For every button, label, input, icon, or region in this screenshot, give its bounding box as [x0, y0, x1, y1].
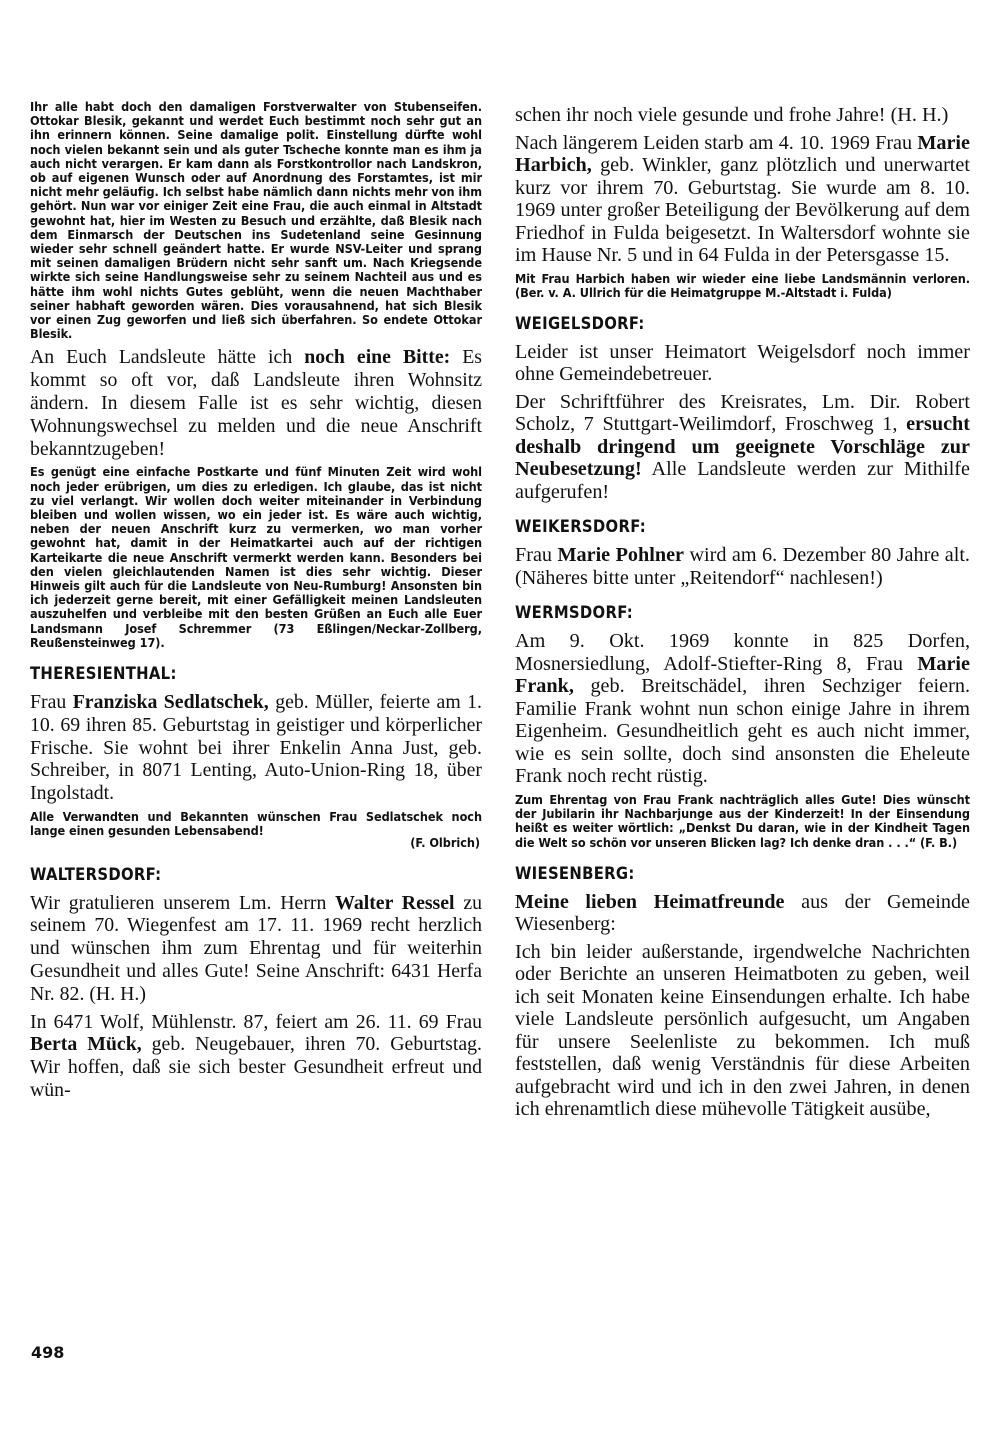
paragraph-weigelsdorf-1: Leider ist unser Heimatort Weigelsdorf noch immer ohne Gemeindebetreuer.	[515, 340, 970, 386]
paragraph-pohlner: Frau Marie Pohlner wird am 6. Dezember 80 Jahre alt. (Näheres bitte unter „Reitendorf“ nachlesen!)	[515, 544, 970, 589]
paragraph-frank-wishes: Zum Ehrentag von Frau Frank nachträglich alles Gute! Dies wünscht der Jubilarin ihr Nachbarjunge aus der Kinderzeit! In der Einsendung heißt es weiter wörtlich: „Denkst Du daran, wie in der Kindheit Tagen die Welt so schön vor unseren Blicken lag? Ich denke dran . . .“ (F. B.)	[515, 791, 970, 850]
paragraph-weigelsdorf-2: Der Schriftführer des Kreisrates, Lm. Dir. Robert Scholz, 7 Stuttgart-Weilimdorf, Froschweg 1, ersucht deshalb dringend um geeignete Vorschläge zur Neubesetzung! Alle Landsleute werden zur Mithilfe aufgerufen!	[515, 390, 970, 503]
paragraph-sedlatschek: Frau Franziska Sedlatschek, geb. Müller, feierte am 1. 10. 69 ihren 85. Geburtstag in geistiger und körperlicher Frische. Sie wohnt bei ihrer Enkelin Anna Just, geb. Schreiber, in 8071 Lenting, Auto-Union-Ring 18, über Ingolstadt.	[30, 691, 482, 805]
paragraph-sedlatschek-wishes: Alle Verwandten und Bekannten wünschen Frau Sedlatschek noch lange einen gesunden Lebensabend!	[30, 809, 482, 839]
paragraph-mueck: In 6471 Wolf, Mühlenstr. 87, feiert am 26. 11. 69 Frau Berta Mück, geb. Neugebauer, ihren 70. Geburtstag. Wir hoffen, daß sie sich bester Gesundheit erfreut und wün-	[30, 1010, 482, 1102]
paragraph-frank: Am 9. Okt. 1969 konnte in 825 Dorfen, Mosnersiedlung, Adolf-Stiefter-Ring 8, Frau Marie Frank, geb. Breitschädel, ihren Sechziger feiern. Familie Frank wohnt nun schon einige Jahre in ihrem Eigenheim. Gesundheitlich geht es auch nicht immer, wie es sein sollte, doch sind ansonsten die Eheleute Frank noch recht rüstig.	[515, 630, 970, 788]
page-number: 498	[31, 1343, 65, 1362]
heading-wiesenberg: WIESENBERG:	[515, 863, 635, 883]
right-column	[515, 104, 970, 1126]
heading-weikersdorf: WEIKERSDORF:	[515, 517, 646, 537]
heading-theresienthal: THERESIENTHAL:	[30, 664, 177, 684]
paragraph-ressel: Wir gratulieren unserem Lm. Herrn Walter Ressel zu seinem 70. Wiegenfest am 17. 11. 1969 recht herzlich und wünschen ihm zum Ehrentag und für weiterhin Gesundheit und alles Gute! Seine Anschrift: 6431 Herfa Nr. 82. (H. H.)	[30, 891, 482, 1005]
paragraph-request: An Euch Landsleute hätte ich noch eine Bitte: Es kommt so oft vor, daß Landsleute ihren Wohnsitz ändern. In diesem Falle ist es sehr wichtig, diesen Wohnungswechsel zu melden und die neue Anschrift bekanntzugeben!	[30, 346, 482, 460]
heading-weigelsdorf: WEIGELSDORF:	[515, 313, 645, 333]
paragraph-blesik: Ihr alle habt doch den damaligen Forstverwalter von Stubenseifen. Ottokar Blesik, gekannt und werdet Euch bestimmt noch sehr gut an ihn erinnern können. Seine damalige polit. Einstellung dürfte wohl noch vielen bekannt sein und als guter Tscheche konnte man es ihm ja auch nicht verargen. Er kam dann als Forstkontrollor nach Landskron, ob auf eigenen Wunsch oder auf Anordnung des Forstamtes, ist mir nicht mehr geläufig. Ich selbst habe nämlich dann nichts mehr von ihm gehört. Nun war vor einiger Zeit eine Frau, die auch einmal in Altstadt gewohnt hat, hier im Westen zu Besuch und erzählte, daß Blesik nach dem Einmarsch der Deutschen ins Sudetenland seine Gesinnung wieder sehr schnell geändert hatte. Er wurde NSV-Leiter und sprang mit seinen damaligen Brüdern nicht sehr sanft um. Nach Kriegsende wirkte sich seine Handlungsweise sehr zu seinem Nachteil aus und es hätte ihm wohl nichts Gutes geblüht, wenn die neuen Machthaber seiner habhaft geworden wären. Dies vorausahnend, hat sich Blesik vor einen Zug geworfen und ließ sich überfahren. So endete Ottokar Blesik.	[30, 99, 482, 342]
paragraph-continuation: schen ihr noch viele gesunde und frohe Jahre! (H. H.)	[515, 104, 949, 126]
paragraph-harbich: Nach längerem Leiden starb am 4. 10. 1969 Frau Marie Harbich, geb. Winkler, ganz plötzlich und unerwartet kurz vor ihrem 70. Geburtstag. Sie wurde am 8. 10. 1969 unter großer Beteiligung der Bevölkerung auf dem Friedhof in Fulda beigesetzt. In Waltersdorf wohnte sie im Hause Nr. 5 und in 64 Fulda in der Petersgasse 15.	[515, 131, 970, 266]
left-column	[30, 100, 482, 1107]
paragraph-wiesenberg: Ich bin leider außerstande, irgendwelche Nachrichten oder Berichte an unseren Heimatboten zu geben, weil ich seit Monaten keine Einsendungen erhalte. Ich habe viele Landsleute persönlich aufgesucht, um Angaben für unsere Seelenliste zu bekommen. Ich muß feststellen, daß wenig Verständnis für diese Arbeiten aufgebracht wird und ich in den zwei Jahren, in denen ich ehrenamtlich diese mühevolle Tätigkeit ausübe,	[515, 940, 970, 1121]
paragraph-postcard: Es genügt eine einfache Postkarte und fünf Minuten Zeit wird wohl noch jeder erübrigen, um dies zu erledigen. Ich glaube, das ist nicht zu viel verlangt. Wir wollen doch weiter miteinander in Verbindung bleiben und wollen wissen, wo ein jeder ist. Es wäre auch wichtig, neben der neuen Anschrift kurz zu vermerken, wo man vorher gewohnt hat, damit in der Heimatkartei auch auf der richtigen Karteikarte die neue Anschrift vermerkt werden kann. Besonders bei den vielen gleichlautenden Namen ist dies sehr wichtig. Dieser Hinweis gilt auch für die Landsleute von Neu-Rumburg! Ansonsten bin ich jederzeit gerne bereit, mit einer Gefälligkeit meinen Landsleuten auszuhelfen und verbleibe mit den besten Grüßen an Euch alle Euer Landsmann Josef Schremmer (73 Eßlingen/Neckar-Zollberg, Reußensteinweg 17).	[30, 464, 482, 650]
paragraph-heimatfreunde: Meine lieben Heimatfreunde aus der Gemeinde Wiesenberg:	[515, 890, 970, 936]
paragraph-harbich-note: Mit Frau Harbich haben wir wieder eine liebe Landsmännin verloren. (Ber. v. A. Ullrich für die Heimatgruppe M.-Altstadt i. Fulda)	[515, 270, 970, 300]
heading-waltersdorf: WALTERSDORF:	[30, 864, 162, 884]
signature-olbrich: (F. Olbrich)	[410, 835, 480, 851]
heading-wermsdorf: WERMSDORF:	[515, 603, 633, 623]
